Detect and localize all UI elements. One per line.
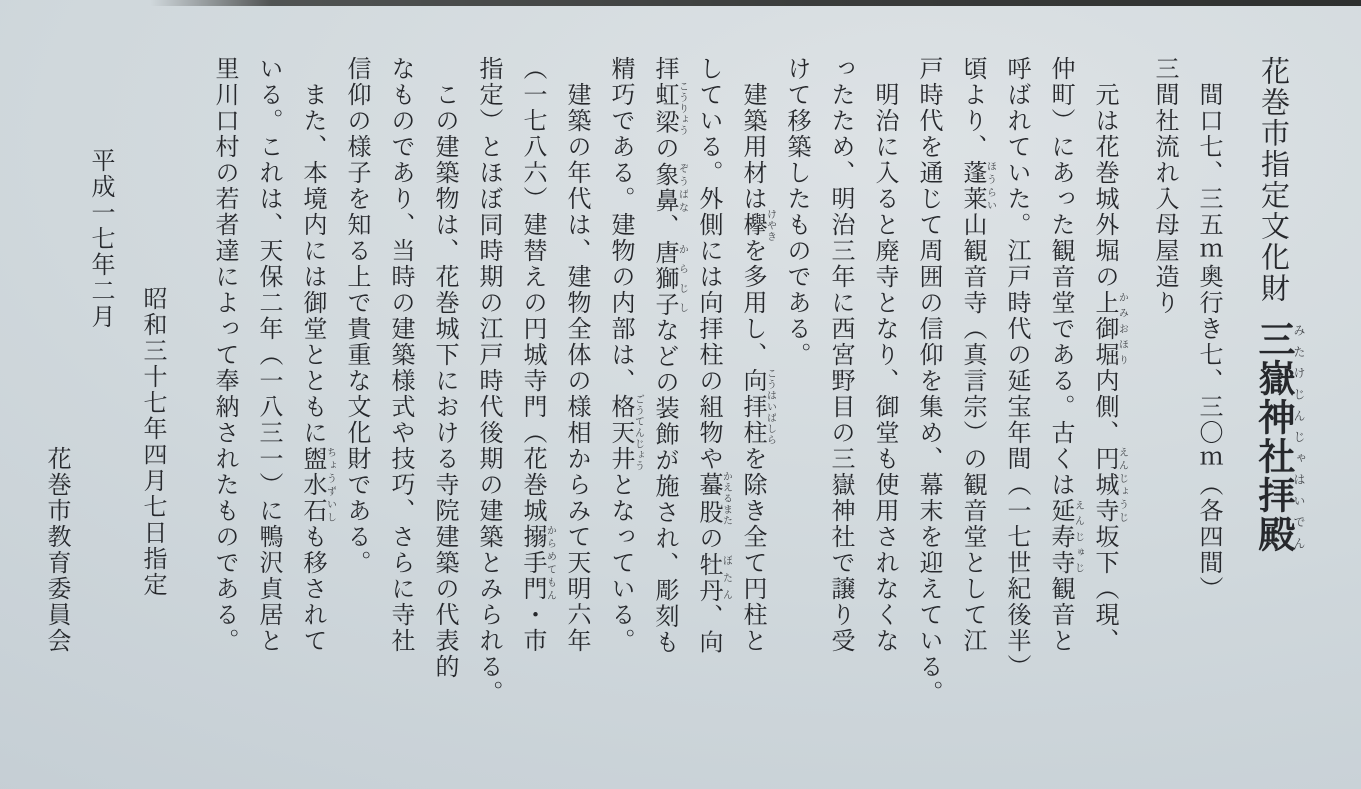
body-line: 里川口村の若者達によって奉納されたものである。 xyxy=(211,56,239,654)
body-line: ったため、明治三年に西宮野目の三嶽神社で譲り受 xyxy=(827,56,855,654)
paragraph-start: 建築の年代は、建物全体の様相からみて天明六年 xyxy=(563,82,591,654)
body-line: なものであり、当時の建築様式や技巧、さらに寺社 xyxy=(387,56,415,654)
paragraph-start: この建築物は、花巻城下における寺院建築の代表的 xyxy=(431,82,459,680)
paragraph-start: また、本境内には御堂とともに盥水石ちょうずいしも移されて xyxy=(299,82,336,654)
monument-name xyxy=(1252,320,1306,554)
title-column xyxy=(1245,56,1305,765)
paragraph-start: 元は花巻城外堀の上御堀かみおほり内側、円城寺えんじょうじ坂下（現、 xyxy=(1091,82,1128,654)
body-line: 拝虹梁こうりょうの象鼻ぞうばな、唐獅子からじしなどの装飾が施され、彫刻も xyxy=(651,56,688,656)
monument-name-furigana: みたけじんじゃはいでん xyxy=(1292,320,1306,554)
body-line: 信仰の様子を知る上で貴重な文化財である。 xyxy=(343,56,371,576)
body-line: 呼ばれていた。江戸時代の延宝年間（一七世紀後半） xyxy=(1003,56,1031,680)
board-top-edge xyxy=(150,0,1361,6)
body-line: けて移築したものである。 xyxy=(783,56,811,368)
body-line: 仲町）にあった観音堂である。古くは延寿寺えんじゅじ観音と xyxy=(1047,56,1084,654)
body-line: 戸時代を通じて周囲の信仰を集め、幕末を迎えている。 xyxy=(915,56,943,706)
body-line: 指定）とほぼ同時期の江戸時代後期の建築とみられる。 xyxy=(475,56,503,706)
signature-designated-date: 昭和三十七年四月七日指定 xyxy=(139,286,167,598)
dimensions-line-1: 間口七、三五ｍ奥行き七、三〇ｍ（各四間） xyxy=(1195,82,1223,602)
body-line: している。外側には向拝柱の組物や蟇股かえるまたの牡丹ぼたん、向 xyxy=(695,56,732,656)
body-line: （一七八六）建替えの円城寺門（花巻城搦手門からめてもん・市 xyxy=(519,56,556,654)
body-line: いる。これは、天保二年（一八三一）に鴨沢貞居と xyxy=(255,56,283,654)
paragraph-start: 明治に入ると廃寺となり、御堂も使用されなくな xyxy=(871,82,899,654)
signature-committee: 花巻市教育委員会 xyxy=(43,446,71,654)
paragraph-start: 建築用材は欅けやきを多用し、向拝柱こうはいばしらを除き全て円柱と xyxy=(739,82,776,654)
signature-erected-date: 平成一七年二月 xyxy=(87,148,115,330)
vertical-text-columns xyxy=(16,56,1305,765)
monument-name-text: 三嶽神社拝殿 xyxy=(1252,320,1296,554)
designation-category-label: 花巻市指定文化財 xyxy=(1257,56,1291,304)
body-line: 精巧である。建物の内部は、格天井ごうてんじょうとなっている。 xyxy=(607,56,644,654)
body-line: 頃より、蓬莱ほうらい山観音寺（真言宗）の観音堂として江 xyxy=(959,56,996,654)
dimensions-line-2: 三間社流れ入母屋造り xyxy=(1151,56,1179,316)
